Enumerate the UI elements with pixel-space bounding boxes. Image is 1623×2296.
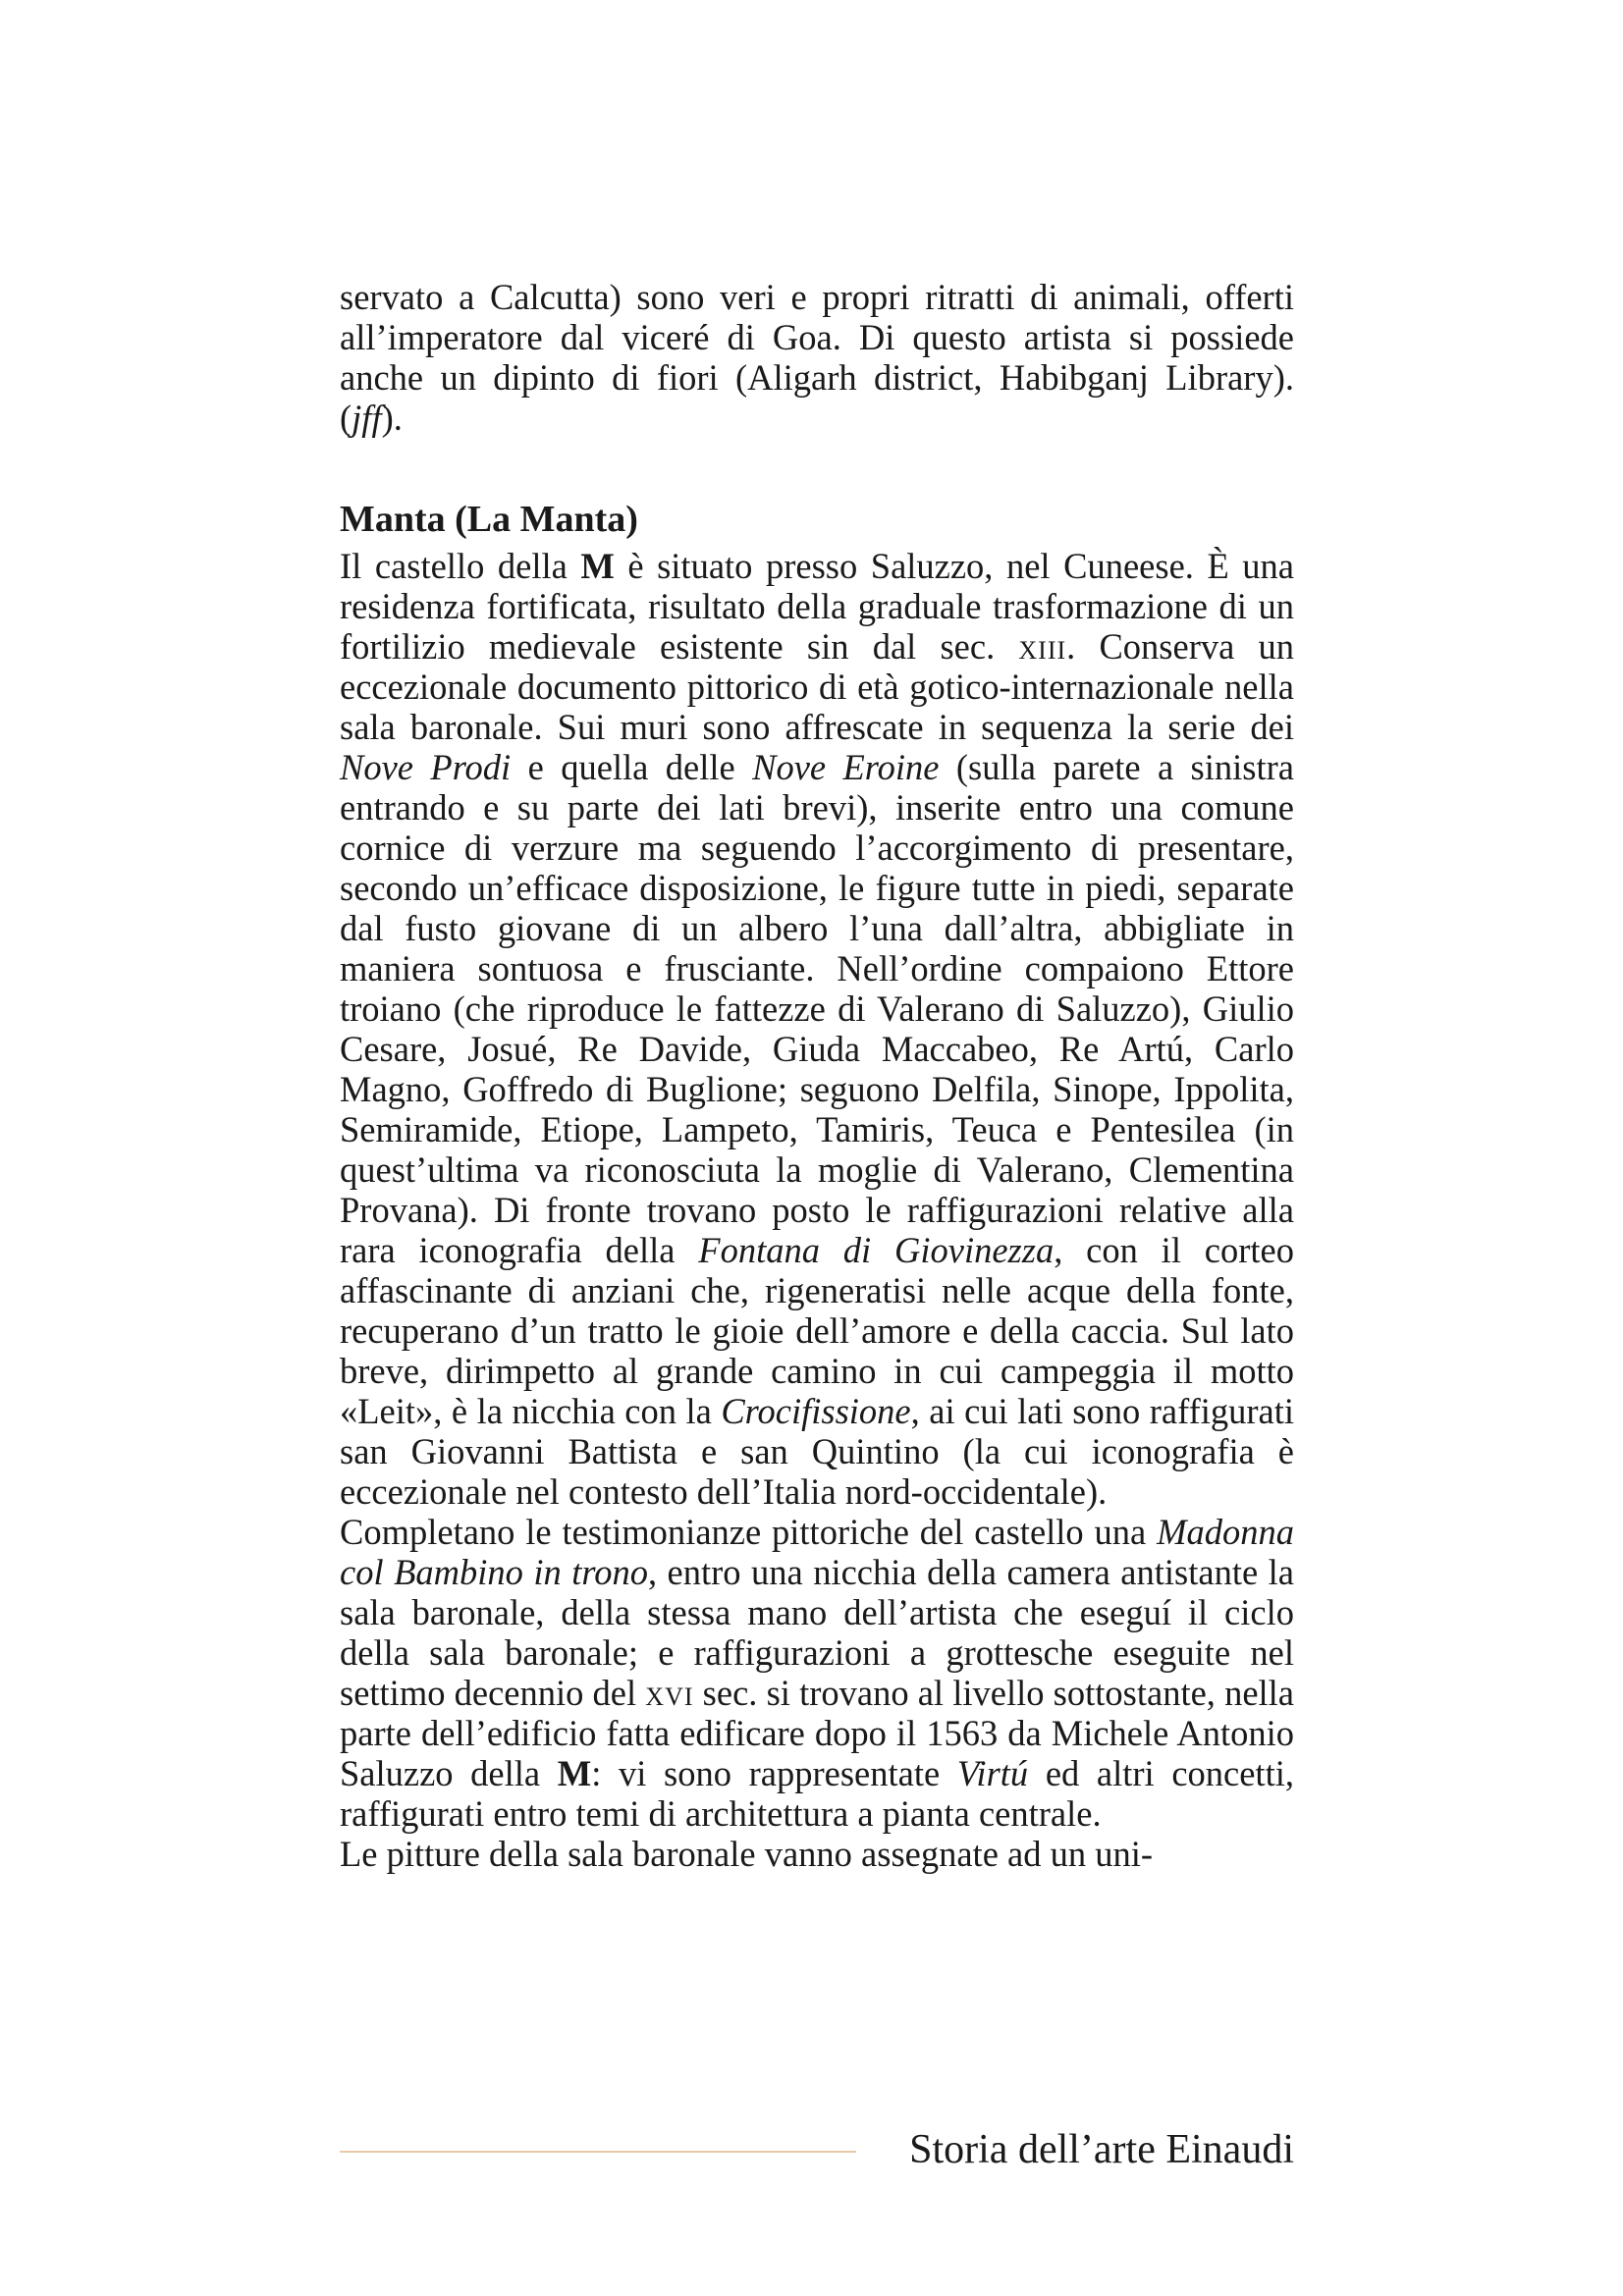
lead-text-end: ). — [381, 398, 403, 438]
page-footer — [340, 2122, 1294, 2181]
entry-paragraph-1 — [340, 546, 1294, 1512]
artwork-title: Fontana di Giovinezza — [698, 1230, 1055, 1270]
text-run: Il castello della — [340, 546, 581, 586]
previous-entry-ending — [340, 277, 1294, 438]
text-run: è situato presso Saluzzo, nel Cuneese. È una residenza fortificata, risultato della graduale trasformazione di un fortilizio medievale esistente sin dal sec. — [340, 546, 1294, 667]
entry-paragraph-3: Le pitture della sala baronale vanno assegnate ad un uni- — [340, 1834, 1154, 1874]
entry-abbreviation: M — [580, 546, 615, 586]
artwork-title: Nove Prodi — [340, 747, 512, 787]
text-run: Completano le testimonianze pittoriche del castello una — [340, 1512, 1158, 1552]
artwork-title: Nove Eroine — [752, 747, 940, 787]
artwork-title: Virtú — [956, 1753, 1029, 1793]
text-run: , ai cui lati sono raffigurati san Giovanni Battista e san Quintino (la cui iconografia è eccezionale nel contesto dell’Italia nord-occidentale). — [340, 1391, 1295, 1512]
text-run: e quella delle — [511, 747, 753, 787]
publisher-title: Storia dell’arte Einaudi — [909, 2127, 1294, 2172]
text-run: sec. si trovano al livello sottostante, nella parte dell’edificio fatta edificare dopo il 1563 da Michele Antonio Saluzzo della — [340, 1673, 1294, 1793]
text-run: , con il corteo affascinante di anziani che, rigeneratisi nelle acque della fonte, recuperano d’un tratto le gioie dell’amore e della caccia. Sul lato breve, dirimpetto al grande camino in cui campeggia il motto «Leit», è la nicchia con la — [340, 1230, 1294, 1431]
text-run: . Conserva un eccezionale documento pittorico di età gotico-internazionale nella sala baronale. Sui muri sono affrescate in sequenza la serie dei — [340, 626, 1294, 747]
text-run: : vi sono rappresentate — [591, 1753, 957, 1793]
artwork-title: Crocifissione — [721, 1391, 911, 1431]
author-sigla: jff — [352, 398, 382, 438]
century-numeral: xiii — [1018, 626, 1067, 667]
footer-divider — [340, 2151, 856, 2153]
entry-paragraph-2 — [340, 1512, 1294, 1834]
text-run: ed altri concetti, raffigurati entro temi di architettura a pianta centrale. — [340, 1753, 1294, 1834]
text-run: (sulla parete a sinistra entrando e su parte dei lati brevi), inserite entro una comune cornice di verzure ma seguendo l’accorgimento di presentare, secondo un’efficace disposizione, le figure tutte in piedi, separate dal fusto giovane di un albero l’una dall’altra, abbigliate in maniera sontuosa e frusciante. Nell’ordine compaiono Ettore troiano (che riproduce le fattezze di Valerano di Saluzzo), Giulio Cesare, Josué, Re Davide, Giuda Maccabeo, Re Artú, Carlo Magno, Goffredo di Buglione; seguono Delfila, Sinope, Ippolita, Semiramide, Etiope, Lampeto, Tamiris, Teuca e Pentesilea (in quest’ultima va riconosciuta la moglie di Valerano, Clementina Provana). Di fronte trovano posto le raffigurazioni relative alla rara iconografia della — [340, 747, 1294, 1270]
artwork-title: Madonna col Bambino in trono — [340, 1512, 1294, 1592]
entry-abbreviation: M — [557, 1753, 592, 1793]
century-numeral: xvi — [645, 1673, 694, 1713]
text-run: , entro una nicchia della camera antistante la sala baronale, della stessa mano dell’artista che eseguí il ciclo della sala baronale; e raffigurazioni a grottesche eseguite nel settimo decennio del — [340, 1552, 1294, 1713]
body-text — [340, 277, 1294, 1874]
lead-text: servato a Calcutta) sono veri e propri ritratti di animali, offerti all’imperatore dal viceré di Goa. Di questo artista si possiede anche un dipinto di fiori (Aligarh district, Habibganj Library). ( — [340, 277, 1294, 438]
entry-title: Manta (La Manta) — [340, 499, 638, 540]
